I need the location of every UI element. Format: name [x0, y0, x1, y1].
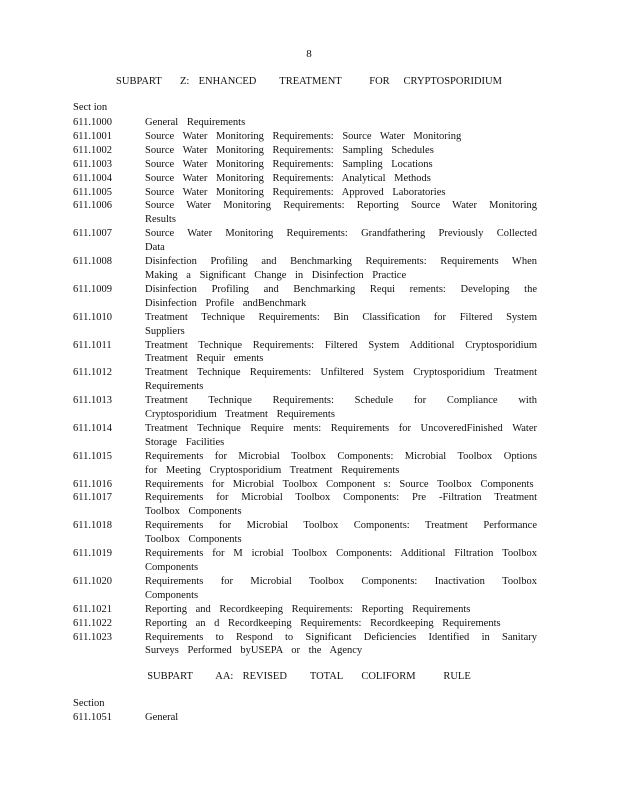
section-number: 611.1003	[73, 158, 112, 170]
section-title: Disinfection Profiling and Benchmarking Requi rements: Developing the Disinfection Profile andBenchmark	[145, 283, 537, 309]
section-title: Reporting and Recordkeeping Requirements: Reporting Requirements	[145, 603, 471, 615]
subpart-z-heading: SUBPART Z: ENHANCED TREATMENT FOR CRYPTOSPORIDIUM	[116, 76, 502, 87]
toc-row	[73, 116, 543, 130]
section-number: 611.1006	[73, 200, 112, 212]
toc-row	[73, 519, 543, 547]
section-title: Disinfection Profiling and Benchmarking Requirements: Requirements When Making a Significant Change in Disinfection Practice	[145, 256, 537, 281]
section-number: 611.1000	[73, 117, 112, 128]
section-title: Source Water Monitoring Requirements: Sampling Locations	[145, 158, 433, 170]
toc-row	[73, 711, 543, 725]
subpart-aa-heading: SUBPART AA: REVISED TOTAL COLIFORM RULE	[147, 671, 471, 682]
toc-row	[73, 130, 543, 144]
section-title: Requirements for Microbial Toolbox Components: Inactivation Toolbox Components	[145, 575, 537, 601]
toc-row	[73, 422, 543, 450]
section-number: 611.1013	[73, 395, 112, 407]
section-title: Requirements for M icrobial Toolbox Components: Additional Filtration Toolbox Components	[145, 548, 537, 573]
section-number: 611.1021	[73, 603, 112, 615]
section-title: Treatment Technique Requirements: Schedule for Compliance with Cryptosporidium Treatment Requirements	[145, 395, 537, 421]
toc-row	[73, 603, 543, 617]
section-number: 611.1002	[73, 144, 112, 156]
page-number: 8	[306, 48, 312, 60]
toc-row	[73, 631, 543, 659]
section-title: Treatment Technique Require ments: Requirements for UncoveredFinished Water Storage Facilities	[145, 422, 537, 448]
section-column-label: Section	[73, 698, 105, 709]
section-number: 611.1015	[73, 450, 112, 462]
subpart-aa-section-list	[73, 711, 543, 725]
section-title: Source Water Monitoring Requirements: Reporting Source Water Monitoring Results	[145, 200, 537, 226]
section-number: 611.1023	[73, 631, 112, 643]
toc-row	[73, 186, 543, 200]
section-number: 611.1005	[73, 186, 112, 198]
section-number: 611.1007	[73, 228, 112, 240]
toc-row	[73, 199, 543, 227]
section-number: 611.1016	[73, 478, 112, 490]
section-number: 611.1022	[73, 617, 112, 629]
section-number: 611.1012	[73, 367, 112, 379]
toc-row	[73, 172, 543, 186]
section-title: Source Water Monitoring Requirements: Sampling Schedules	[145, 144, 434, 156]
section-title: General Requirements	[145, 117, 246, 128]
section-title: Source Water Monitoring Requirements: Approved Laboratories	[145, 186, 446, 198]
section-number: 611.1008	[73, 256, 112, 268]
section-number: 611.1010	[73, 311, 112, 323]
section-number: 611.1020	[73, 575, 112, 587]
section-number: 611.1017	[73, 492, 112, 504]
section-title: Treatment Technique Requirements: Filtered System Additional Cryptosporidium Treatment Requir ements	[145, 339, 537, 365]
toc-row	[73, 227, 543, 255]
toc-row	[73, 478, 543, 492]
section-number: 611.1051	[73, 712, 112, 723]
section-title: Requirements to Respond to Significant Deficiencies Identified in Sanitary Surveys Performed byUSEPA or the Agency	[145, 631, 537, 657]
section-title: Requirements for Microbial Toolbox Component s: Source Toolbox Components	[145, 478, 534, 490]
toc-row	[73, 339, 543, 367]
toc-row	[73, 575, 543, 603]
toc-row	[73, 144, 543, 158]
toc-row	[73, 617, 543, 631]
section-title: Requirements for Microbial Toolbox Components: Treatment Performance Toolbox Components	[145, 520, 537, 546]
section-title: Treatment Technique Requirements: Bin Classification for Filtered System Suppliers	[145, 311, 537, 337]
section-column-label: Sect ion	[73, 102, 108, 113]
section-number: 611.1018	[73, 520, 112, 532]
section-title: Treatment Technique Requirements: Unfiltered System Cryptosporidium Treatment Requirements	[145, 367, 537, 393]
toc-row	[73, 394, 543, 422]
section-title: Reporting an d Recordkeeping Requirements: Recordkeeping Requirements	[145, 617, 501, 629]
toc-row	[73, 450, 543, 478]
section-title: Source Water Monitoring Requirements: Grandfathering Previously Collected Data	[145, 228, 537, 254]
section-number: 611.1011	[73, 339, 112, 351]
subpart-z-section-list	[73, 116, 543, 658]
section-number: 611.1009	[73, 283, 112, 295]
section-title: Source Water Monitoring Requirements: Analytical Methods	[145, 172, 431, 184]
section-number: 611.1019	[73, 548, 112, 560]
toc-row	[73, 283, 543, 311]
toc-row	[73, 366, 543, 394]
toc-row	[73, 491, 543, 519]
toc-row	[73, 158, 543, 172]
section-title: Requirements for Microbial Toolbox Components: Microbial Toolbox Options for Meeting Cryptosporidium Treatment Requirements	[145, 450, 537, 476]
section-number: 611.1001	[73, 130, 112, 142]
section-title: General	[145, 712, 179, 723]
toc-row	[73, 311, 543, 339]
section-title: Requirements for Microbial Toolbox Components: Pre -Filtration Treatment Toolbox Components	[145, 492, 537, 518]
toc-row	[73, 255, 543, 283]
section-number: 611.1004	[73, 172, 112, 184]
section-number: 611.1014	[73, 422, 112, 434]
section-title: Source Water Monitoring Requirements: Source Water Monitoring	[145, 130, 462, 142]
toc-row	[73, 547, 543, 575]
